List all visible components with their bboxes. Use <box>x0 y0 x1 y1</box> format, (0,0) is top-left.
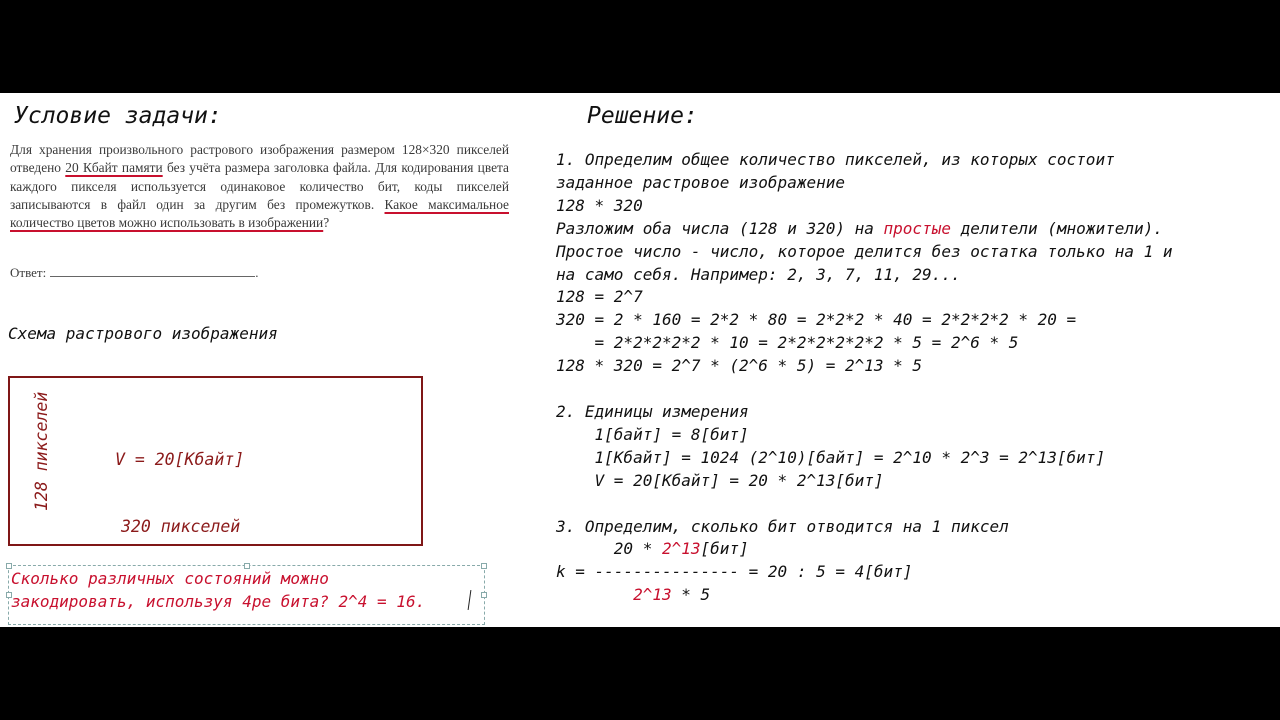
fraction-denominator: * 5 <box>671 585 711 605</box>
fraction-line: k = --------------- = 20 : 5 = 4[бит] <box>556 562 913 582</box>
note-line-1: Сколько различных состояний можно <box>11 569 329 588</box>
fraction-numerator: 20 * <box>613 539 662 559</box>
solution-line: 3. Определим, сколько бит отводится на 1 пиксел <box>556 516 1009 536</box>
note-text <box>11 567 425 613</box>
solution-body <box>556 149 1173 607</box>
resize-handle[interactable] <box>481 563 487 569</box>
task-underlined-question: Какое максимальное количество цветов можно использовать в изображении <box>10 196 509 231</box>
solution-title: Решение: <box>587 103 698 129</box>
task-statement <box>10 141 509 232</box>
solution-line: 2. Единицы измерения <box>556 401 749 421</box>
task-text-part: без учёта размера заголовка файла. Для кодирования цвета каждого пикселя используется одинаковое количество бит, коды пикселей записываются в файл один за другим без промежутков. <box>10 160 509 212</box>
solution-line: делители (множители). <box>950 218 1163 238</box>
solution-line: 1[Кбайт] = 1024 (2^10)[байт] = 2^10 * 2^3 = 2^13[бит] <box>556 447 1106 467</box>
task-title: Условие задачи: <box>14 103 222 129</box>
fraction-numerator-highlight: 2^13 <box>661 539 701 559</box>
solution-line: Разложим оба числа (128 и 320) на <box>556 218 884 238</box>
solution-line: заданное растровое изображение <box>556 172 845 192</box>
document-sheet <box>0 93 1280 627</box>
note-line-2: закодировать, используя 4ре бита? 2^4 = 16. <box>11 592 426 611</box>
fraction-denominator-highlight: 2^13 <box>633 585 672 605</box>
answer-blank-line <box>50 265 255 277</box>
answer-end: . <box>255 265 259 280</box>
task-underlined-memory: 20 Кбайт памяти <box>65 160 163 176</box>
answer-label: Ответ: <box>10 265 47 280</box>
schema-title: Схема растрового изображения <box>8 324 278 343</box>
solution-line: на само себя. Например: 2, 3, 7, 11, 29... <box>556 264 961 284</box>
solution-line: 1[байт] = 8[бит] <box>556 424 749 444</box>
solution-line: V = 20[Кбайт] = 20 * 2^13[бит] <box>556 470 884 490</box>
solution-line: 128 = 2^7 <box>556 287 643 307</box>
fraction-numerator-unit: [бит] <box>700 539 749 559</box>
resize-handle[interactable] <box>481 592 487 598</box>
height-label: 128 пикселей <box>32 391 51 511</box>
solution-line: 128 * 320 = 2^7 * (2^6 * 5) = 2^13 * 5 <box>556 356 923 376</box>
width-label: 320 пикселей <box>121 517 241 536</box>
solution-line: 320 = 2 * 160 = 2*2 * 80 = 2*2*2 * 40 = 2*2*2*2 * 20 = <box>556 310 1077 330</box>
task-text-part: Для хранения произвольного растрового изображения размером 128×320 пикселей отведено <box>10 142 509 176</box>
solution-line: 128 * 320 <box>556 195 643 215</box>
solution-line: = 2*2*2*2*2 * 10 = 2*2*2*2*2*2 * 5 = 2^6 * 5 <box>556 333 1019 353</box>
solution-line: 1. Определим общее количество пикселей, из которых состоит <box>556 150 1115 169</box>
answer-field <box>10 265 258 281</box>
task-text-part: ? <box>323 215 330 231</box>
volume-label: V = 20[Кбайт] <box>115 450 245 469</box>
prime-highlight: простые <box>883 218 951 238</box>
solution-line: Простое число - число, которое делится без остатка только на 1 и <box>556 241 1173 261</box>
